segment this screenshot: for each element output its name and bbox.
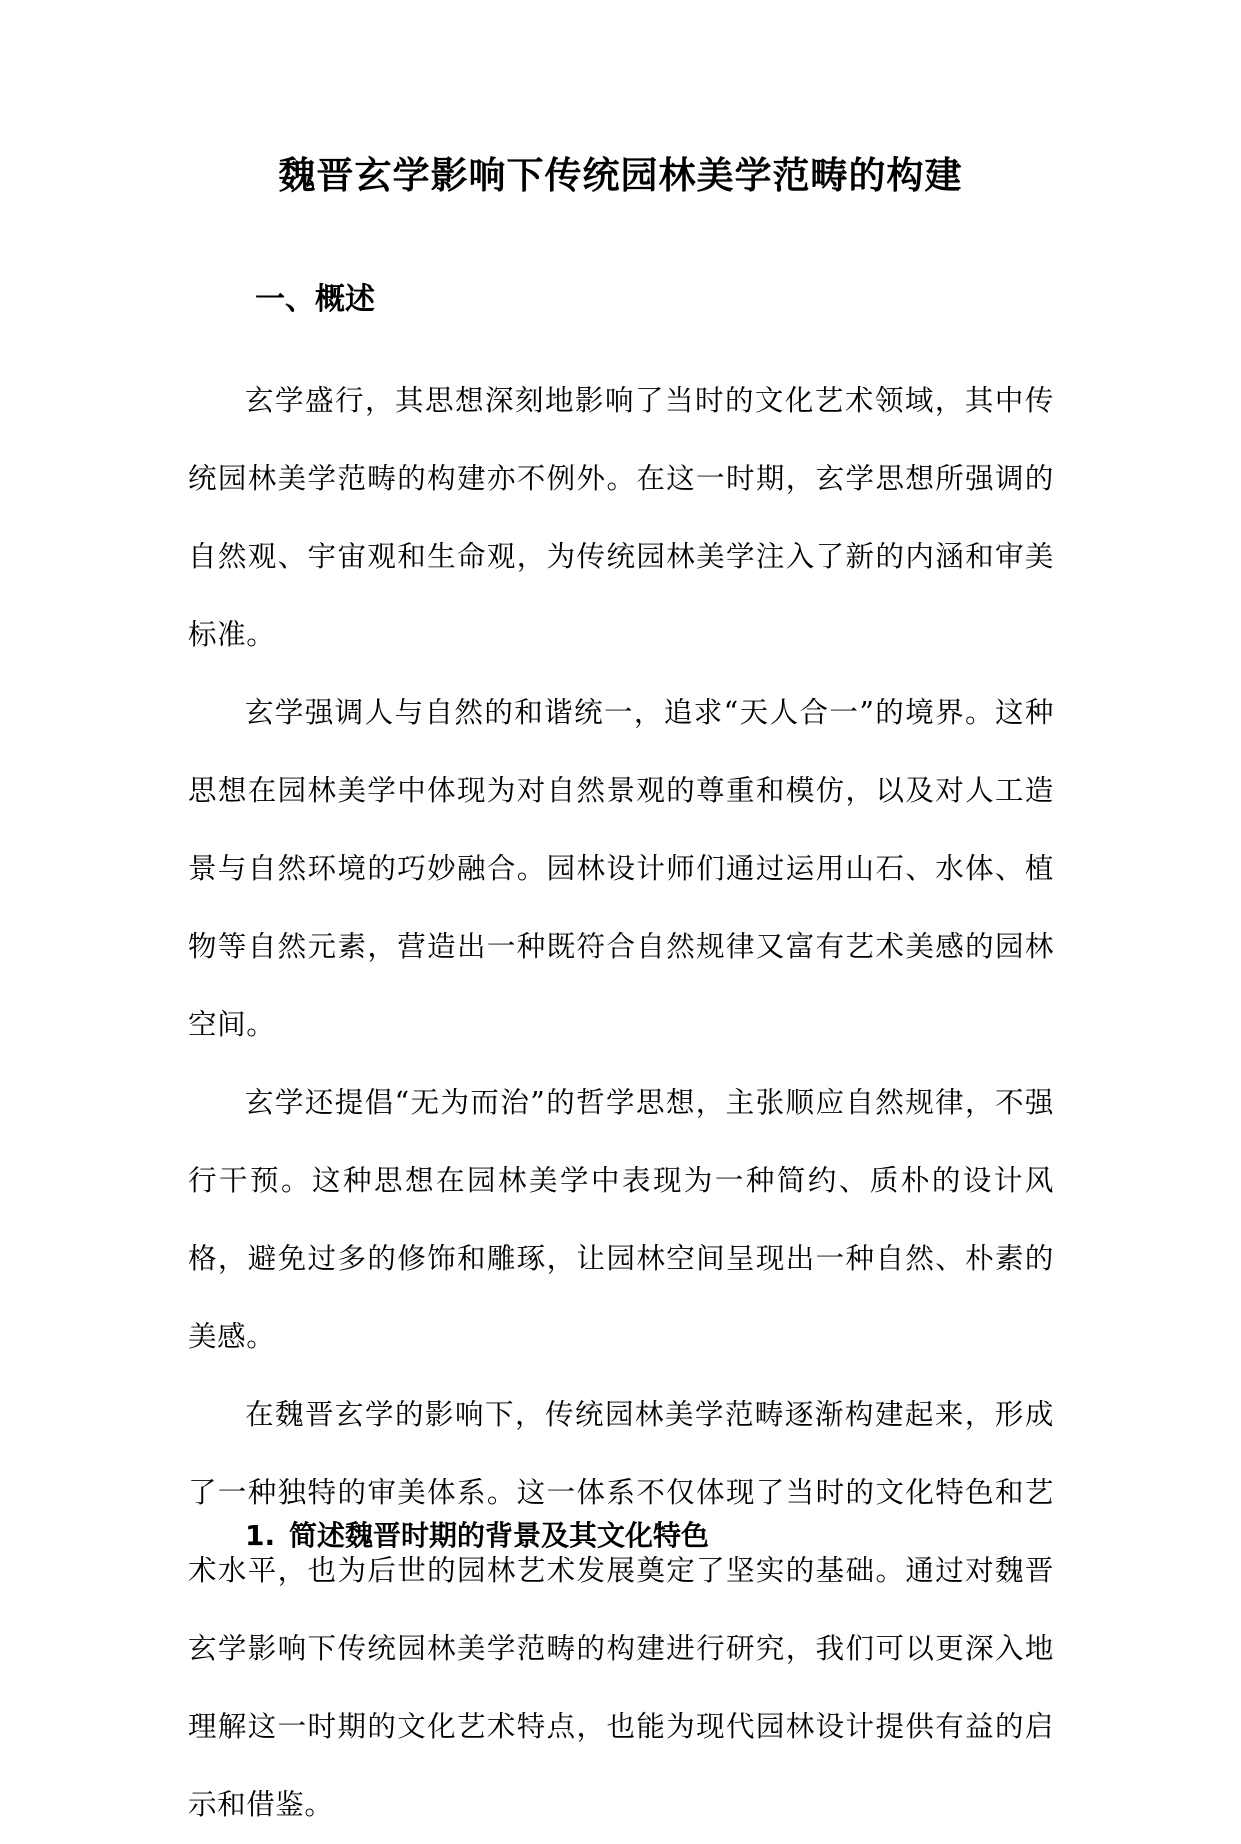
- paragraph-3: 玄学还提倡“无为而治”的哲学思想，主张顺应自然规律，不强行干预。这种思想在园林美学中表现为一种简约、质朴的设计风格，避免过多的修饰和雕琢，让园林空间呈现出一种自然、朴素的美感。: [188, 1086, 1054, 1353]
- paragraph-1: 玄学盛行，其思想深刻地影响了当时的文化艺术领域，其中传统园林美学范畴的构建亦不例外。在这一时期，玄学思想所强调的自然观、宇宙观和生命观，为传统园林美学注入了新的内涵和审美标准。: [188, 384, 1054, 651]
- subsection-heading: [245, 1514, 709, 1558]
- subsection-number: 1.: [245, 1519, 276, 1552]
- paragraph-4: 在魏晋玄学的影响下，传统园林美学范畴逐渐构建起来，形成了一种独特的审美体系。这一体系不仅体现了当时的文化特色和艺术水平，也为后世的园林艺术发展奠定了坚实的基础。通过对魏晋玄学影响下传统园林美学范畴的构建进行研究，我们可以更深入地理解这一时期的文化艺术特点，也能为现代园林设计提供有益的启示和借鉴。: [188, 1398, 1054, 1821]
- body-text: [188, 362, 1054, 1844]
- subsection-title: 简述魏晋时期的背景及其文化特色: [289, 1519, 710, 1552]
- paragraph-2: 玄学强调人与自然的和谐统一，追求“天人合一”的境界。这种思想在园林美学中体现为对自然景观的尊重和模仿，以及对人工造景与自然环境的巧妙融合。园林设计师们通过运用山石、水体、植物等自然元素，营造出一种既符合自然规律又富有艺术美感的园林空间。: [188, 696, 1054, 1041]
- document-title: 魏晋玄学影响下传统园林美学范畴的构建: [278, 154, 963, 197]
- section-heading-overview: 一、概述: [255, 282, 375, 317]
